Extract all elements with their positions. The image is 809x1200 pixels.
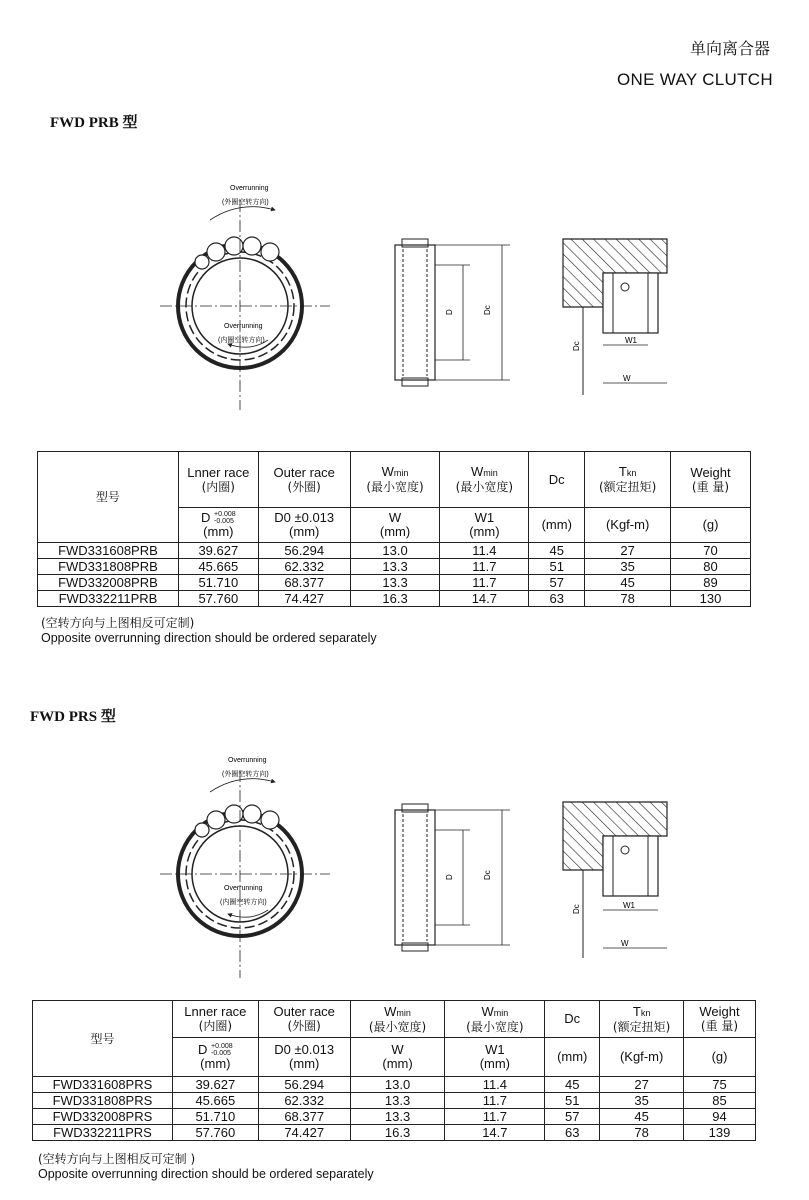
table-row — [38, 559, 751, 575]
w1min-cn: (最小宽度) — [455, 480, 514, 494]
cell-dc: 51 — [529, 559, 585, 575]
table-row — [38, 575, 751, 591]
cell-outer: 62.332 — [258, 1093, 350, 1109]
cell-w: 13.3 — [350, 575, 440, 591]
wmin-label: W — [384, 1003, 397, 1019]
cell-tkn: 45 — [585, 575, 671, 591]
cell-w: 16.3 — [350, 1125, 445, 1141]
d-label: D — [201, 510, 211, 525]
weight-en: Weight — [690, 464, 731, 480]
clutch-side-section-prb — [380, 235, 520, 395]
cell-tkn: 45 — [600, 1109, 684, 1125]
col-w1min — [445, 1001, 545, 1038]
col-dc: Dc — [545, 1001, 600, 1038]
dim-W1-label: W1 — [623, 901, 635, 910]
cell-inner: 57.760 — [178, 591, 258, 607]
dim-W-label: W — [623, 374, 631, 383]
header-title-cn: 单向离合器 — [690, 39, 771, 58]
d0-unit: (mm) — [289, 1056, 320, 1071]
tkn-cn: (额定扭矩) — [612, 1019, 671, 1034]
cell-w1: 14.7 — [440, 591, 529, 607]
overrunning-inner-cn: (内圈空转方向) — [218, 337, 265, 344]
col-inner-race — [172, 1001, 258, 1038]
cell-tkn: 35 — [585, 559, 671, 575]
cell-dc: 57 — [529, 575, 585, 591]
clutch-ring-diagram-prb — [150, 180, 350, 420]
cell-outer: 74.427 — [258, 1125, 350, 1141]
cell-weight: 89 — [671, 575, 751, 591]
col-model: 型号 — [33, 1001, 173, 1077]
cell-w1: 11.7 — [440, 575, 529, 591]
cell-inner: 39.627 — [172, 1077, 258, 1093]
tkn-label: T — [618, 464, 627, 479]
cell-dc: 45 — [529, 543, 585, 559]
cell-dc: 63 — [545, 1125, 600, 1141]
col-dc-unit: (mm) — [529, 508, 585, 543]
cell-outer: 74.427 — [258, 591, 350, 607]
d-tol-plus: +0.008 — [214, 511, 236, 518]
cell-model: FWD331608PRB — [38, 543, 179, 559]
note-cn: (空转方向与上图相反可定制) — [41, 616, 195, 630]
col-outer-unit — [258, 508, 350, 543]
cell-weight: 80 — [671, 559, 751, 575]
cell-w: 16.3 — [350, 591, 440, 607]
spec-table-prs — [32, 1000, 756, 1141]
d-unit: (mm) — [200, 1056, 231, 1071]
col-tkn-unit: (Kgf-m) — [585, 508, 671, 543]
col-outer-race — [258, 1001, 350, 1038]
cell-w: 13.3 — [350, 1109, 445, 1125]
overrunning-outer-cn: (外圈空转方向) — [222, 199, 269, 206]
cell-dc: 57 — [545, 1109, 600, 1125]
dim-Dc-label: Dc — [572, 904, 581, 914]
cell-inner: 45.665 — [178, 559, 258, 575]
note-prs — [38, 1150, 374, 1181]
overrunning-outer-cn: (外圈空转方向) — [222, 771, 269, 778]
cell-model: FWD332211PRB — [38, 591, 179, 607]
w-label: W — [391, 1042, 404, 1057]
cell-weight: 85 — [684, 1093, 756, 1109]
wmin-sub: min — [396, 1007, 411, 1018]
cell-w: 13.3 — [350, 559, 440, 575]
clutch-side-section-prs — [380, 800, 520, 960]
cell-outer: 56.294 — [258, 1077, 350, 1093]
cell-inner: 57.760 — [172, 1125, 258, 1141]
note-cn: (空转方向与上图相反可定制 ) — [38, 1152, 196, 1166]
outer-en: Outer race — [273, 1004, 335, 1019]
col-weight-unit: (g) — [671, 508, 751, 543]
overrunning-label-outer: Overrunning — [230, 185, 269, 192]
cell-model: FWD332008PRS — [33, 1109, 173, 1125]
cell-w1: 11.7 — [445, 1093, 545, 1109]
tkn-cn: (额定扭矩) — [598, 480, 657, 494]
weight-cn: (重 量) — [691, 479, 730, 494]
col-weight — [671, 452, 751, 508]
cell-model: FWD332008PRB — [38, 575, 179, 591]
overrunning-label-outer: Overrunning — [228, 757, 267, 764]
w1-unit: (mm) — [469, 524, 500, 539]
col-wmin — [350, 1001, 445, 1038]
cell-w1: 14.7 — [445, 1125, 545, 1141]
spec-table-prb — [37, 451, 751, 607]
cell-outer: 56.294 — [258, 543, 350, 559]
cell-dc: 63 — [529, 591, 585, 607]
cell-w1: 11.4 — [440, 543, 529, 559]
inner-cn: (内圈) — [198, 1019, 233, 1033]
w-label: W — [388, 510, 402, 525]
col-w1-unit — [445, 1038, 545, 1077]
overrunning-label-inner: Overrunning — [224, 323, 263, 330]
w1min-sub: min — [493, 1007, 509, 1018]
col-tkn — [585, 452, 671, 508]
inner-cn: (内圈) — [201, 479, 235, 494]
cell-w1: 11.7 — [445, 1109, 545, 1125]
cell-inner: 45.665 — [172, 1093, 258, 1109]
w-unit: (mm) — [382, 1056, 413, 1071]
table-row — [33, 1125, 756, 1141]
col-outer-unit — [258, 1038, 350, 1077]
table-row — [38, 591, 751, 607]
w1min-label: W — [470, 464, 484, 479]
table-row — [33, 1093, 756, 1109]
outer-cn: (外圈) — [287, 479, 321, 494]
cell-w: 13.0 — [350, 1077, 445, 1093]
cell-outer: 62.332 — [258, 559, 350, 575]
col-model: 型号 — [38, 452, 179, 543]
cell-tkn: 78 — [585, 591, 671, 607]
table-row — [33, 1077, 756, 1093]
dim-Dc-label: Dc — [483, 305, 492, 315]
dim-W1-label: W1 — [625, 336, 637, 345]
w-unit: (mm) — [379, 524, 411, 539]
outer-cn: (外圈) — [287, 1019, 321, 1033]
w1min-sub: min — [483, 468, 498, 478]
d0-unit: (mm) — [289, 524, 320, 539]
col-dc-unit: (mm) — [545, 1038, 600, 1077]
section-title-prb: FWD PRB 型 — [50, 115, 138, 131]
w1-unit: (mm) — [479, 1056, 511, 1071]
d-tol-minus: -0.005 — [214, 518, 234, 525]
tkn-sub: kn — [626, 468, 637, 478]
cell-tkn: 27 — [600, 1077, 684, 1093]
dim-Dc-label: Dc — [572, 341, 581, 351]
cell-w1: 11.7 — [440, 559, 529, 575]
col-dc: Dc — [529, 452, 585, 508]
cell-tkn: 78 — [600, 1125, 684, 1141]
cell-model: FWD331608PRS — [33, 1077, 173, 1093]
cell-w1: 11.4 — [445, 1077, 545, 1093]
header-row-1 — [33, 1001, 756, 1038]
col-w1min — [440, 452, 529, 508]
d-unit: (mm) — [203, 524, 234, 539]
wmin-cn: (最小宽度) — [366, 480, 424, 494]
clutch-install-section-prb — [555, 235, 685, 400]
dim-Dc-label: Dc — [483, 870, 492, 880]
col-weight-unit: (g) — [684, 1038, 756, 1077]
inner-en: Lnner race — [187, 464, 250, 480]
d0-label: D0 ±0.013 — [274, 510, 335, 525]
cell-w: 13.0 — [350, 543, 440, 559]
cell-inner: 51.710 — [172, 1109, 258, 1125]
clutch-install-section-prs — [555, 798, 685, 963]
dim-D-label: D — [445, 874, 454, 880]
table-row — [38, 543, 751, 559]
d-label: D — [198, 1042, 208, 1057]
cell-inner: 39.627 — [178, 543, 258, 559]
cell-weight: 139 — [684, 1125, 756, 1141]
inner-en: Lnner race — [184, 1004, 247, 1019]
cell-model: FWD332211PRS — [33, 1125, 173, 1141]
note-prb — [41, 614, 377, 645]
col-inner-unit — [172, 1038, 258, 1077]
dim-W-label: W — [621, 939, 629, 948]
weight-en: Weight — [699, 1004, 740, 1019]
cell-outer: 68.377 — [258, 1109, 350, 1125]
cell-outer: 68.377 — [258, 575, 350, 591]
col-inner-unit — [178, 508, 258, 543]
wmin-label: W — [381, 464, 394, 479]
cell-tkn: 35 — [600, 1093, 684, 1109]
col-weight — [684, 1001, 756, 1038]
overrunning-label-inner: Overrunning — [224, 885, 263, 892]
weight-cn: (重 量) — [700, 1019, 739, 1033]
col-w-unit — [350, 1038, 445, 1077]
outer-en: Outer race — [273, 464, 335, 480]
cell-tkn: 27 — [585, 543, 671, 559]
cell-model: FWD331808PRS — [33, 1093, 173, 1109]
col-outer-race — [258, 452, 350, 508]
col-w1-unit — [440, 508, 529, 543]
note-en: Opposite overrunning direction should be ordered separately — [41, 631, 377, 645]
cell-dc: 51 — [545, 1093, 600, 1109]
cell-weight: 94 — [684, 1109, 756, 1125]
w1min-label: W — [481, 1003, 494, 1019]
table-row — [33, 1109, 756, 1125]
cell-inner: 51.710 — [178, 575, 258, 591]
col-tkn-unit: (Kgf-m) — [600, 1038, 684, 1077]
d0-label: D0 ±0.013 — [274, 1042, 335, 1057]
cell-model: FWD331808PRB — [38, 559, 179, 575]
w1-label: W1 — [485, 1042, 505, 1057]
col-inner-race — [178, 452, 258, 508]
section-title-prs: FWD PRS 型 — [30, 709, 116, 725]
col-tkn — [600, 1001, 684, 1038]
wmin-cn: (最小宽度) — [368, 1019, 427, 1034]
note-en: Opposite overrunning direction should be ordered separately — [38, 1167, 374, 1181]
w1-label: W1 — [474, 510, 495, 525]
wmin-sub: min — [393, 468, 409, 478]
col-wmin — [350, 452, 440, 508]
cell-w: 13.3 — [350, 1093, 445, 1109]
clutch-ring-diagram-prs — [150, 750, 350, 990]
cell-weight: 130 — [671, 591, 751, 607]
header-title-en: ONE WAY CLUTCH — [617, 70, 773, 89]
dim-D-label: D — [445, 309, 454, 315]
cell-weight: 70 — [671, 543, 751, 559]
col-w-unit — [350, 508, 440, 543]
overrunning-inner-cn: (内圈空转方向) — [220, 899, 267, 906]
tkn-sub: kn — [640, 1007, 651, 1018]
d-tol-minus: -0.005 — [211, 1050, 231, 1057]
d-tol-plus: +0.008 — [211, 1043, 233, 1050]
cell-weight: 75 — [684, 1077, 756, 1093]
tkn-label: T — [632, 1003, 641, 1019]
w1min-cn: (最小宽度) — [466, 1019, 524, 1034]
header-row-1 — [38, 452, 751, 508]
cell-dc: 45 — [545, 1077, 600, 1093]
